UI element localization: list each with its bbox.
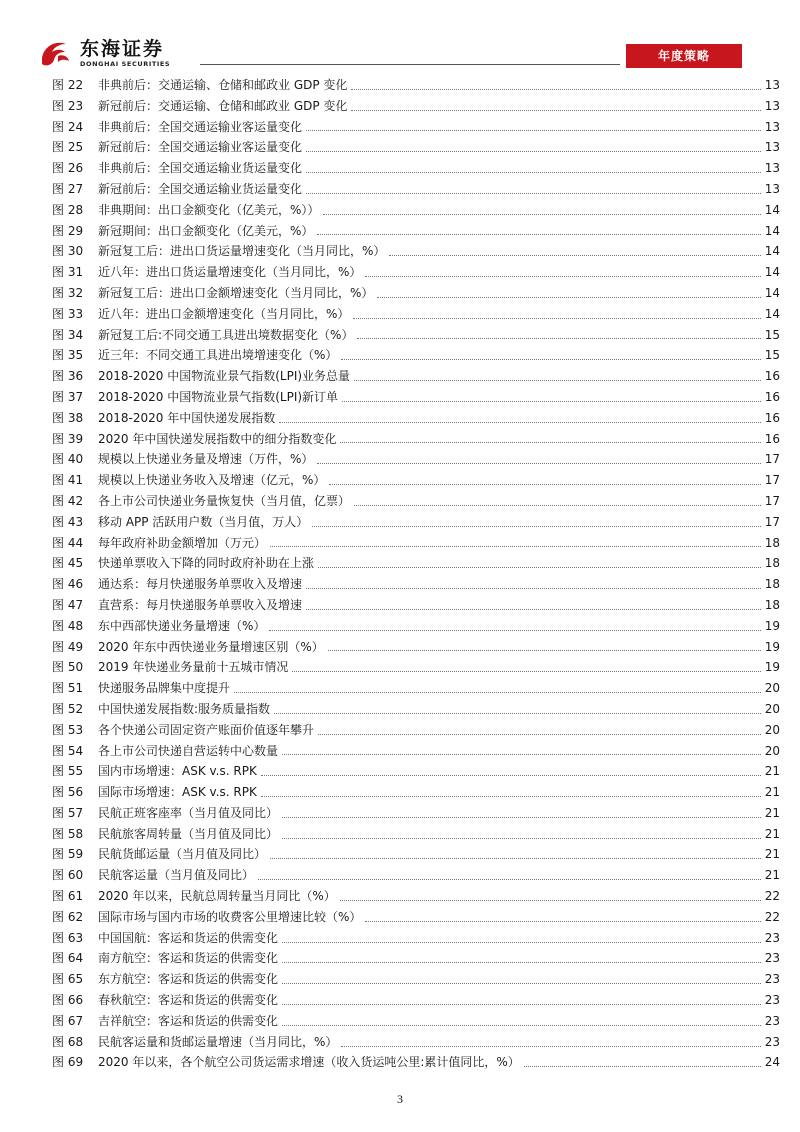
figure-number: 图 69 — [52, 1055, 84, 1070]
brand-name-cn: 东海证券 — [80, 38, 165, 60]
figure-title: 各个快递公司固定资产账面价值逐年攀升 — [98, 722, 315, 737]
toc-entry[interactable] — [52, 657, 780, 678]
figure-title: 通达系：每月快递服务单票收入及增速 — [98, 577, 303, 592]
dot-leader — [354, 380, 761, 381]
figure-title: 新冠前后：全国交通运输业客运量变化 — [98, 140, 303, 155]
figure-page-number: 19 — [764, 618, 780, 633]
figure-page-number: 16 — [764, 410, 780, 425]
figure-number: 图 57 — [52, 805, 84, 820]
figure-title: 各上市公司快递业务量恢复快（当月值，亿票） — [98, 493, 351, 508]
figure-number: 图 51 — [52, 681, 84, 696]
dot-leader — [274, 713, 761, 714]
figure-page-number: 22 — [764, 909, 780, 924]
figure-title: 民航正班客座率（当月值及同比） — [98, 805, 279, 820]
figure-title: 每年政府补助金额增加（万元） — [98, 535, 267, 550]
figure-title: 2018-2020 年中国快递发展指数 — [98, 410, 276, 425]
toc-entry[interactable] — [52, 990, 780, 1011]
dot-leader — [269, 630, 760, 631]
page-header — [0, 0, 800, 75]
toc-entry[interactable] — [52, 96, 780, 117]
toc-entry[interactable] — [52, 824, 780, 845]
figure-number: 图 40 — [52, 452, 84, 467]
figure-number: 图 61 — [52, 889, 84, 904]
dot-leader — [282, 1025, 761, 1026]
figure-page-number: 21 — [764, 764, 780, 779]
figure-page-number: 15 — [764, 348, 780, 363]
toc-entry[interactable] — [52, 574, 780, 595]
figure-page-number: 23 — [764, 1013, 780, 1028]
figure-title: 中国快递发展指数:服务质量指数 — [98, 701, 271, 716]
figure-number: 图 48 — [52, 618, 84, 633]
figure-title: 非典期间：出口金额变化（亿美元，%）） — [98, 202, 320, 217]
figure-number: 图 22 — [52, 78, 84, 92]
figure-title: 新冠复工后:不同交通工具进出境数据变化（%） — [98, 327, 354, 342]
toc-entry[interactable] — [52, 616, 780, 637]
figure-page-number: 13 — [764, 140, 780, 155]
dot-leader — [282, 962, 761, 963]
header-divider — [200, 64, 620, 65]
dot-leader — [317, 463, 760, 464]
figure-title: 吉祥航空：客运和货运的供需变化 — [98, 1013, 279, 1028]
toc-entry[interactable] — [52, 948, 780, 969]
dot-leader — [377, 297, 760, 298]
toc-entry[interactable] — [52, 741, 780, 762]
figure-page-number: 19 — [764, 660, 780, 675]
dot-leader — [365, 921, 760, 922]
dot-leader — [292, 671, 760, 672]
toc-entry[interactable] — [52, 1052, 780, 1073]
dot-leader — [318, 734, 761, 735]
figure-title: 新冠期间：出口金额变化（亿美元，%） — [98, 223, 314, 238]
figure-number: 图 42 — [52, 493, 84, 508]
dot-leader — [340, 900, 761, 901]
toc-entry[interactable] — [52, 553, 780, 574]
figure-page-number: 13 — [764, 78, 780, 92]
figure-number: 图 26 — [52, 161, 84, 176]
toc-entry[interactable] — [52, 137, 780, 158]
figure-title: 2020 年中国快递发展指数中的细分指数变化 — [98, 431, 337, 446]
figure-title: 国内市场增速：ASK v.s. RPK — [98, 764, 257, 779]
toc-entry[interactable] — [52, 449, 780, 470]
figure-title: 新冠前后：全国交通运输业货运量变化 — [98, 181, 303, 196]
figure-page-number: 23 — [764, 951, 780, 966]
figure-title: 国际市场与国内市场的收费客公里增速比较（%） — [98, 909, 362, 924]
figure-number: 图 59 — [52, 847, 84, 862]
figure-number: 图 62 — [52, 909, 84, 924]
dot-leader — [329, 484, 760, 485]
figure-page-number: 14 — [764, 285, 780, 300]
figure-title: 民航货邮运量（当月值及同比） — [98, 847, 267, 862]
figure-title: 2018-2020 中国物流业景气指数(LPI)业务总量 — [98, 369, 351, 384]
dot-leader — [306, 588, 761, 589]
figure-title: 2019 年快递业务量前十五城市情况 — [98, 660, 289, 675]
figure-number: 图 38 — [52, 410, 84, 425]
figure-title: 2020 年东中西快递业务量增速区别（%） — [98, 639, 324, 654]
figure-page-number: 16 — [764, 431, 780, 446]
dot-leader — [282, 817, 761, 818]
figure-title: 2020 年以来，各个航空公司货运需求增速（收入货运吨公里:累计值同比，%） — [98, 1055, 520, 1070]
figure-title: 新冠前后：交通运输、仓储和邮政业 GDP 变化 — [98, 98, 348, 113]
dot-leader — [524, 1066, 761, 1067]
figure-title: 各上市公司快递自营运转中心数量 — [98, 743, 279, 758]
figure-page-number: 23 — [764, 1034, 780, 1049]
dot-leader — [354, 505, 761, 506]
figure-page-number: 22 — [764, 889, 780, 904]
dot-leader — [306, 609, 761, 610]
figure-number: 图 31 — [52, 265, 84, 280]
dot-leader — [270, 858, 761, 859]
figure-number: 图 49 — [52, 639, 84, 654]
toc-entry[interactable] — [52, 865, 780, 886]
figure-page-number: 14 — [764, 306, 780, 321]
figure-number: 图 44 — [52, 535, 84, 550]
toc-entry[interactable] — [52, 720, 780, 741]
dot-leader — [279, 422, 760, 423]
figure-title: 东方航空：客运和货运的供需变化 — [98, 972, 279, 987]
figure-number: 图 33 — [52, 306, 84, 321]
dot-leader — [318, 567, 761, 568]
figure-title: 国际市场增速：ASK v.s. RPK — [98, 785, 257, 800]
dot-leader — [306, 193, 761, 194]
toc-entry[interactable] — [52, 470, 780, 491]
figure-title: 规模以上快递业务量及增速（万件，%） — [98, 452, 314, 467]
figure-number: 图 37 — [52, 389, 84, 404]
figure-page-number: 21 — [764, 868, 780, 883]
figure-title: 快递单票收入下降的同时政府补助在上涨 — [98, 556, 315, 571]
figure-title: 非典前后：全国交通运输业客运量变化 — [98, 119, 303, 134]
figure-number: 图 56 — [52, 785, 84, 800]
figure-number: 图 67 — [52, 1013, 84, 1028]
toc-entry[interactable] — [52, 117, 780, 138]
dot-leader — [282, 838, 761, 839]
toc-entry[interactable] — [52, 241, 780, 262]
figure-page-number: 23 — [764, 930, 780, 945]
toc-entry[interactable] — [52, 200, 780, 221]
figure-title: 规模以上快递业务收入及增速（亿元，%） — [98, 473, 326, 488]
figure-number: 图 41 — [52, 473, 84, 488]
figure-number: 图 32 — [52, 285, 84, 300]
dot-leader — [353, 318, 760, 319]
dot-leader — [312, 526, 760, 527]
figure-page-number: 20 — [764, 722, 780, 737]
dragon-logo-icon — [38, 38, 72, 70]
figure-page-number: 16 — [764, 369, 780, 384]
figure-number: 图 47 — [52, 597, 84, 612]
figure-number: 图 58 — [52, 826, 84, 841]
figure-number: 图 65 — [52, 972, 84, 987]
figure-title: 直营系：每月快递服务单票收入及增速 — [98, 597, 303, 612]
figure-page-number: 14 — [764, 244, 780, 259]
figure-title: 非典前后：交通运输、仓储和邮政业 GDP 变化 — [98, 78, 348, 92]
dot-leader — [340, 442, 760, 443]
figure-number: 图 52 — [52, 701, 84, 716]
dot-leader — [342, 401, 761, 402]
figure-page-number: 13 — [764, 98, 780, 113]
figure-number: 图 64 — [52, 951, 84, 966]
figure-page-number: 20 — [764, 681, 780, 696]
figure-title: 新冠复工后：进出口金额增速变化（当月同比，%） — [98, 285, 374, 300]
dot-leader — [351, 89, 760, 90]
page-number: 3 — [397, 1092, 403, 1106]
dot-leader — [306, 172, 761, 173]
dot-leader — [341, 1046, 760, 1047]
toc-entry[interactable] — [52, 782, 780, 803]
toc-entry[interactable] — [52, 75, 780, 96]
toc-entry[interactable] — [52, 699, 780, 720]
figure-number: 图 68 — [52, 1034, 84, 1049]
figure-page-number: 17 — [764, 452, 780, 467]
toc-entry[interactable] — [52, 325, 780, 346]
figure-number: 图 36 — [52, 369, 84, 384]
figure-page-number: 18 — [764, 577, 780, 592]
figure-page-number: 21 — [764, 785, 780, 800]
figure-title: 近八年：进出口金额增速变化（当月同比，%） — [98, 306, 350, 321]
figure-page-number: 21 — [764, 805, 780, 820]
figure-number: 图 46 — [52, 577, 84, 592]
toc-entry[interactable] — [52, 491, 780, 512]
toc-entry[interactable] — [52, 262, 780, 283]
dot-leader — [323, 214, 760, 215]
toc-entry[interactable] — [52, 429, 780, 450]
figure-page-number: 17 — [764, 473, 780, 488]
toc-entry[interactable] — [52, 886, 780, 907]
dot-leader — [282, 983, 761, 984]
figure-page-number: 18 — [764, 597, 780, 612]
figure-list — [52, 75, 780, 1073]
figure-title: 近八年：进出口货运量增速变化（当月同比，%） — [98, 265, 362, 280]
figure-number: 图 50 — [52, 660, 84, 675]
dot-leader — [282, 754, 761, 755]
figure-title: 春秋航空：客运和货运的供需变化 — [98, 993, 279, 1008]
dot-leader — [261, 796, 761, 797]
figure-title: 快递服务品牌集中度提升 — [98, 681, 231, 696]
dot-leader — [282, 942, 761, 943]
dot-leader — [357, 338, 760, 339]
company-logo — [38, 38, 188, 70]
toc-entry[interactable] — [52, 283, 780, 304]
figure-number: 图 54 — [52, 743, 84, 758]
figure-title: 2018-2020 中国物流业景气指数(LPI)新订单 — [98, 389, 339, 404]
figure-title: 近三年：不同交通工具进出境增速变化（%） — [98, 348, 338, 363]
figure-number: 图 66 — [52, 993, 84, 1008]
figure-page-number: 14 — [764, 202, 780, 217]
toc-entry[interactable] — [52, 366, 780, 387]
toc-entry[interactable] — [52, 179, 780, 200]
figure-page-number: 21 — [764, 826, 780, 841]
figure-page-number: 13 — [764, 181, 780, 196]
dot-leader — [328, 650, 761, 651]
figure-page-number: 14 — [764, 223, 780, 238]
toc-entry[interactable] — [52, 408, 780, 429]
figure-page-number: 19 — [764, 639, 780, 654]
figure-number: 图 23 — [52, 98, 84, 113]
figure-number: 图 39 — [52, 431, 84, 446]
toc-entry[interactable] — [52, 595, 780, 616]
figure-page-number: 16 — [764, 389, 780, 404]
toc-entry[interactable] — [52, 345, 780, 366]
figure-page-number: 23 — [764, 972, 780, 987]
toc-entry[interactable] — [52, 761, 780, 782]
figure-number: 图 30 — [52, 244, 84, 259]
figure-page-number: 24 — [764, 1055, 780, 1070]
figure-number: 图 53 — [52, 722, 84, 737]
figure-number: 图 28 — [52, 202, 84, 217]
figure-title: 2020 年以来，民航总周转量当月同比（%） — [98, 889, 336, 904]
figure-title: 非典前后：全国交通运输业货运量变化 — [98, 161, 303, 176]
figure-number: 图 60 — [52, 868, 84, 883]
figure-page-number: 21 — [764, 847, 780, 862]
figure-page-number: 13 — [764, 161, 780, 176]
toc-entry[interactable] — [52, 533, 780, 554]
toc-entry[interactable] — [52, 1032, 780, 1053]
toc-entry[interactable] — [52, 387, 780, 408]
figure-number: 图 24 — [52, 119, 84, 134]
toc-entry[interactable] — [52, 803, 780, 824]
toc-entry[interactable] — [52, 844, 780, 865]
figure-title: 民航客运量（当月值及同比） — [98, 868, 255, 883]
figure-number: 图 43 — [52, 514, 84, 529]
figure-number: 图 55 — [52, 764, 84, 779]
toc-entry[interactable] — [52, 678, 780, 699]
toc-entry[interactable] — [52, 512, 780, 533]
dot-leader — [234, 692, 761, 693]
toc-entry[interactable] — [52, 1011, 780, 1032]
dot-leader — [365, 276, 760, 277]
dot-leader — [258, 879, 761, 880]
dot-leader — [351, 110, 760, 111]
figure-number: 图 25 — [52, 140, 84, 155]
dot-leader — [389, 255, 760, 256]
figure-number: 图 27 — [52, 181, 84, 196]
figure-page-number: 18 — [764, 535, 780, 550]
figure-number: 图 45 — [52, 556, 84, 571]
figure-title: 东中西部快递业务量增速（%） — [98, 618, 266, 633]
figure-title: 中国国航：客运和货运的供需变化 — [98, 930, 279, 945]
figure-title: 新冠复工后：进出口货运量增速变化（当月同比，%） — [98, 244, 386, 259]
figure-page-number: 14 — [764, 265, 780, 280]
figure-page-number: 17 — [764, 514, 780, 529]
figure-number: 图 63 — [52, 930, 84, 945]
figure-page-number: 20 — [764, 701, 780, 716]
figure-page-number: 18 — [764, 556, 780, 571]
dot-leader — [317, 234, 760, 235]
figure-title: 民航旅客周转量（当月值及同比） — [98, 826, 279, 841]
brand-name-en: DONGHAI SECURITIES — [80, 60, 171, 68]
doc-type-badge: 年度策略 — [626, 44, 742, 68]
figure-title: 南方航空：客运和货运的供需变化 — [98, 951, 279, 966]
dot-leader — [270, 546, 761, 547]
toc-entry[interactable] — [52, 158, 780, 179]
figure-title: 移动 APP 活跃用户数（当月值，万人） — [98, 514, 309, 529]
figure-page-number: 15 — [764, 327, 780, 342]
dot-leader — [282, 1004, 761, 1005]
dot-leader — [261, 775, 761, 776]
figure-page-number: 23 — [764, 993, 780, 1008]
figure-page-number: 17 — [764, 493, 780, 508]
figure-number: 图 35 — [52, 348, 84, 363]
toc-entry[interactable] — [52, 221, 780, 242]
toc-entry[interactable] — [52, 304, 780, 325]
toc-entry[interactable] — [52, 928, 780, 949]
figure-title: 民航客运量和货邮运量增速（当月同比，%） — [98, 1034, 338, 1049]
toc-entry[interactable] — [52, 907, 780, 928]
dot-leader — [306, 130, 761, 131]
figure-page-number: 13 — [764, 119, 780, 134]
toc-entry[interactable] — [52, 969, 780, 990]
dot-leader — [341, 359, 760, 360]
figure-page-number: 20 — [764, 743, 780, 758]
toc-entry[interactable] — [52, 637, 780, 658]
figure-number: 图 34 — [52, 327, 84, 342]
figure-number: 图 29 — [52, 223, 84, 238]
dot-leader — [306, 151, 761, 152]
